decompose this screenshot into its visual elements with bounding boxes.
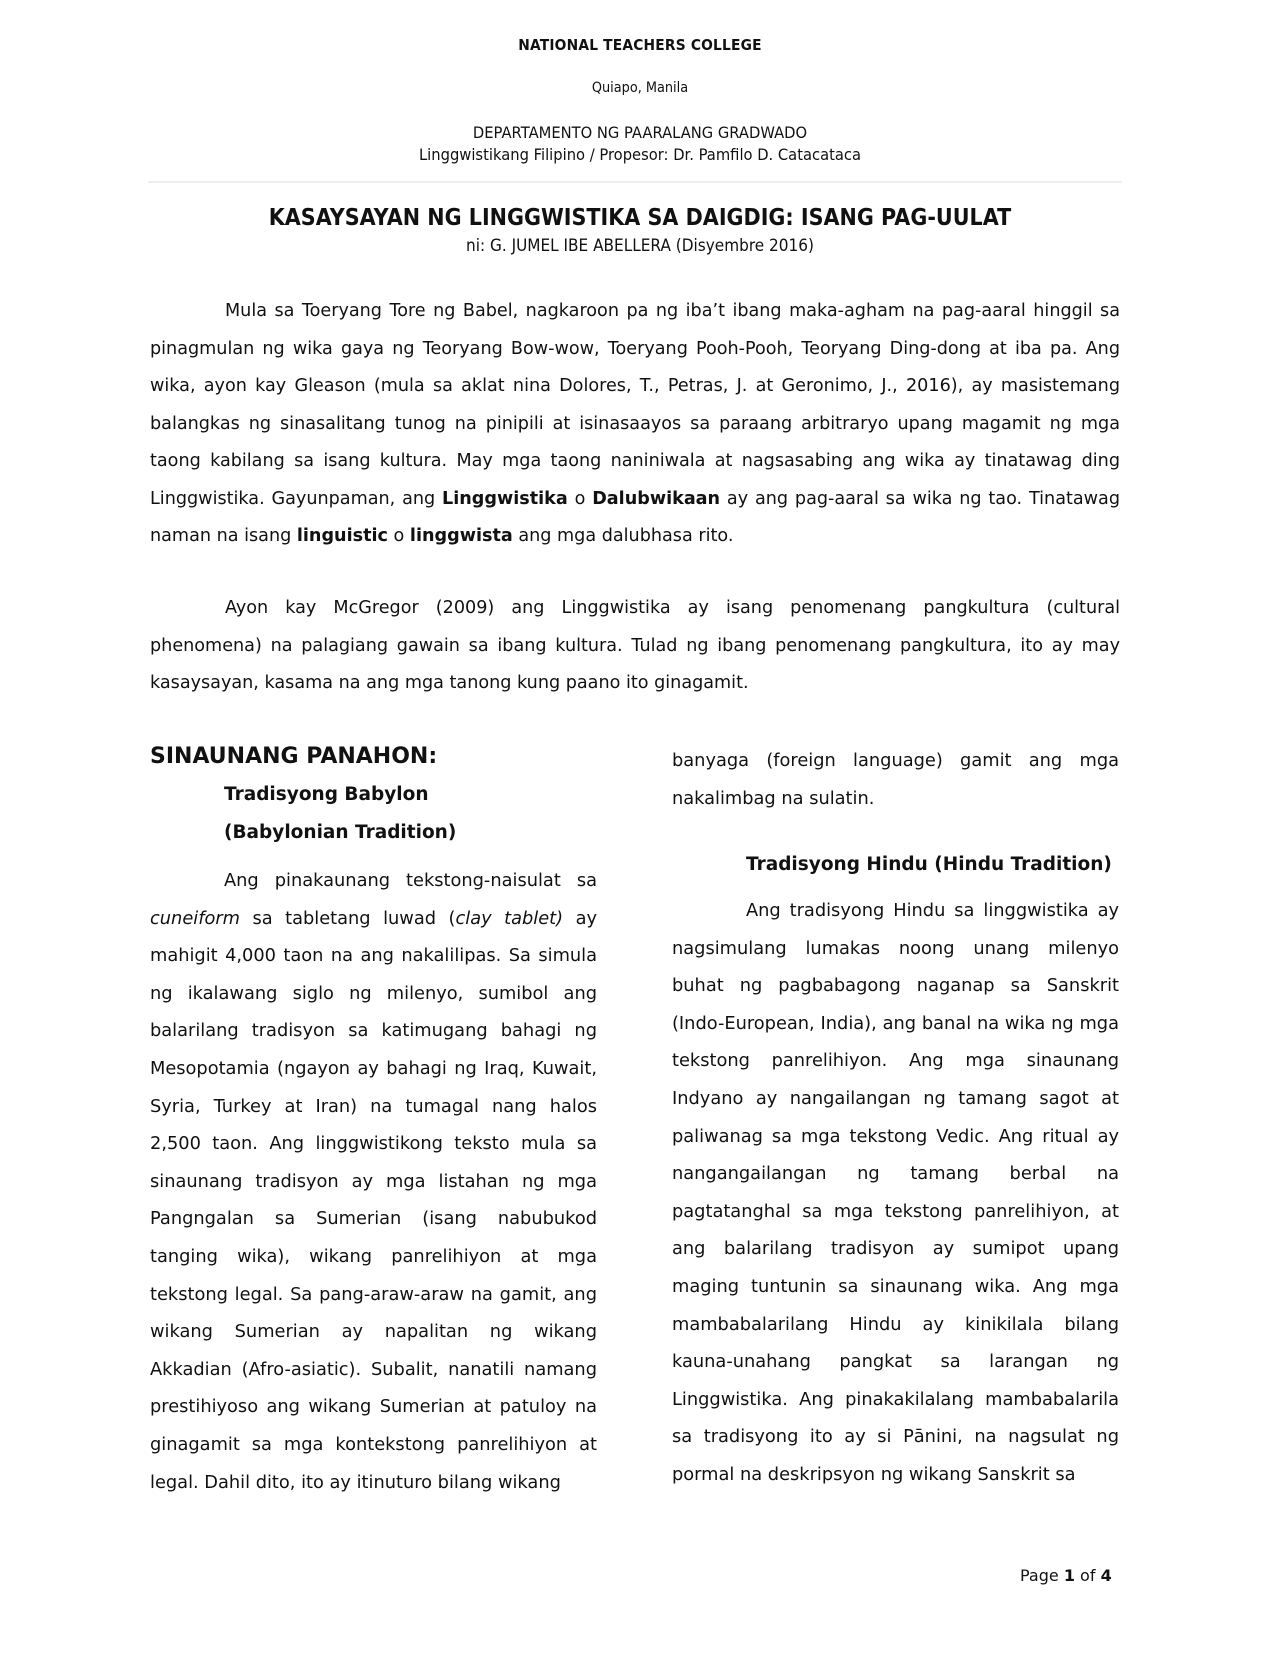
babylon-heading: Tradisyong Babylon <box>224 784 429 805</box>
term-cuneiform: cuneiform <box>150 907 240 929</box>
course-professor-line: Linggwistikang Filipino / Propesor: Dr. Pamfilo D. Catacataca <box>418 145 862 164</box>
section-heading: SINAUNANG PANAHON: <box>150 744 438 769</box>
term-linggwistika: Linggwistika <box>442 488 568 509</box>
intro-text: o <box>387 526 410 546</box>
intro-text: ang mga dalubhasa rito. <box>512 526 734 546</box>
intro-paragraph-2: Ayon kay McGregor (2009) ang Linggwistika ay isang penomenang pangkultura (cultural phenomena) na palagiang gawain sa ibang kultura. Tulad ng ibang penomenang pangkultura, ito ay may kasaysayan, kasama na ang mga tanong kung paano ito ginagamit. <box>150 598 1120 693</box>
of-label: of <box>1074 1566 1101 1585</box>
babylon-paragraph-continuation: banyaga (foreign language) gamit ang mga nakalimbag na sulatin. <box>672 750 1119 809</box>
document-title: KASAYSAYAN NG LINGGWISTIKA SA DAIGDIG: ISANG PAG-UULAT <box>268 205 1012 231</box>
hindu-paragraph: Ang tradisyong Hindu sa linggwistika ay nagsimulang lumakas noong unang milenyo buhat ng pagbabagong naganap sa Sanskrit (Indo-European, India), ang banal na wika ng mga tekstong panrelihiyon. Ang mga sinaunang Indyano ay nangailangan ng tamang sagot at paliwanag sa mga tekstong Vedic. Ang ritual ay nangangailangan ng tamang berbal na pagtatanghal sa mga tekstong panrelihiyon, at ang balarilang tradisyon ay sumipot upang maging tuntunin sa sinaunang wika. Ang mga mambabalarilang Hindu ay kinikilala bilang kauna-unahang pangkat sa larangan ng Linggwistika. Ang pinakakilalang mambabalarila sa tradisyong ito ay si Pānini, na nagsulat ng pormal na deskripsyon ng wikang Sanskrit sa <box>672 900 1119 1485</box>
intro-text: ay ang pag-aaral sa wika ng tao. Tinatawag naman na isang <box>150 488 1120 546</box>
department-name: DEPARTAMENTO NG PAARALANG GRADWADO <box>472 123 808 142</box>
term-linguistic: linguistic <box>296 526 388 546</box>
current-page-number: 1 <box>1063 1566 1075 1585</box>
babylon-text: ay mahigit 4,000 taon na ang nakalilipas. Sa simula ng ikalawang siglo ng milenyo, sumibol ang balarilang tradisyon sa katimugang bahagi ng Mesopotamia (ngayon ay bahagi ng Iraq, Kuwait, Syria, Turkey at Iran) na tumagal nang halos 2,500 taon. Ang linggwistikong teksto mula sa sinaunang tradisyon ay mga listahan ng mga Pangngalan sa Sumerian (isang nabubukod tanging wika), wikang panrelihiyon at mga tekstong legal. Sa pang-araw-araw na gamit, ang wikang Sumerian ay napalitan ng wikang Akkadian (Afro-asiatic). Subalit, nanatili namang prestihiyoso ang wikang Sumerian at patuloy na ginagamit sa mga kontekstong panrelihiyon at legal. Dahil dito, ito ay itinuturo bilang wikang <box>150 907 598 1493</box>
college-name: NATIONAL TEACHERS COLLEGE <box>518 36 762 54</box>
babylon-paragraph <box>150 862 597 1501</box>
intro-text: o <box>567 488 593 509</box>
babylon-text: sa tabletang luwad ( <box>239 907 456 929</box>
page-footer <box>1020 1566 1112 1585</box>
hindu-heading: Tradisyong Hindu (Hindu Tradition) <box>746 854 1112 875</box>
term-dalubwikaan: Dalubwikaan <box>592 488 721 509</box>
total-pages-number: 4 <box>1100 1566 1112 1585</box>
intro-paragraph-1 <box>150 293 1120 556</box>
author-byline: ni: G. JUMEL IBE ABELLERA (Disyembre 2016) <box>466 236 814 256</box>
term-clay-tablet: clay tablet) <box>455 907 564 929</box>
babylon-heading-english: (Babylonian Tradition) <box>224 822 457 843</box>
babylon-text: Ang pinakaunang tekstong-naisulat sa <box>224 870 597 891</box>
header-divider <box>148 181 1122 183</box>
intro-text: Mula sa Toeryang Tore ng Babel, nagkaroon pa ng iba’t ibang maka-agham na pag-aaral hinggil sa pinagmulan ng wika gaya ng Teoryang Bow-wow, Toeryang Pooh-Pooh, Teoryang Ding-dong at iba pa. Ang wika, ayon kay Gleason (mula sa aklat nina Dolores, T., Petras, J. at Geronimo, J., 2016), ay masistemang balangkas ng sinasalitang tunog na pinipili at isinasaayos sa paraang arbitraryo upang magamit ng mga taong kabilang sa isang kultura. May mga taong naniniwala at nagsasabing ang wika ay tinatawag ding Linggwistika. Gayunpaman, ang <box>150 301 1120 509</box>
college-location: Quiapo, Manila <box>591 80 689 96</box>
term-linggwista: linggwista <box>409 526 513 546</box>
page-label: Page <box>1020 1566 1064 1585</box>
